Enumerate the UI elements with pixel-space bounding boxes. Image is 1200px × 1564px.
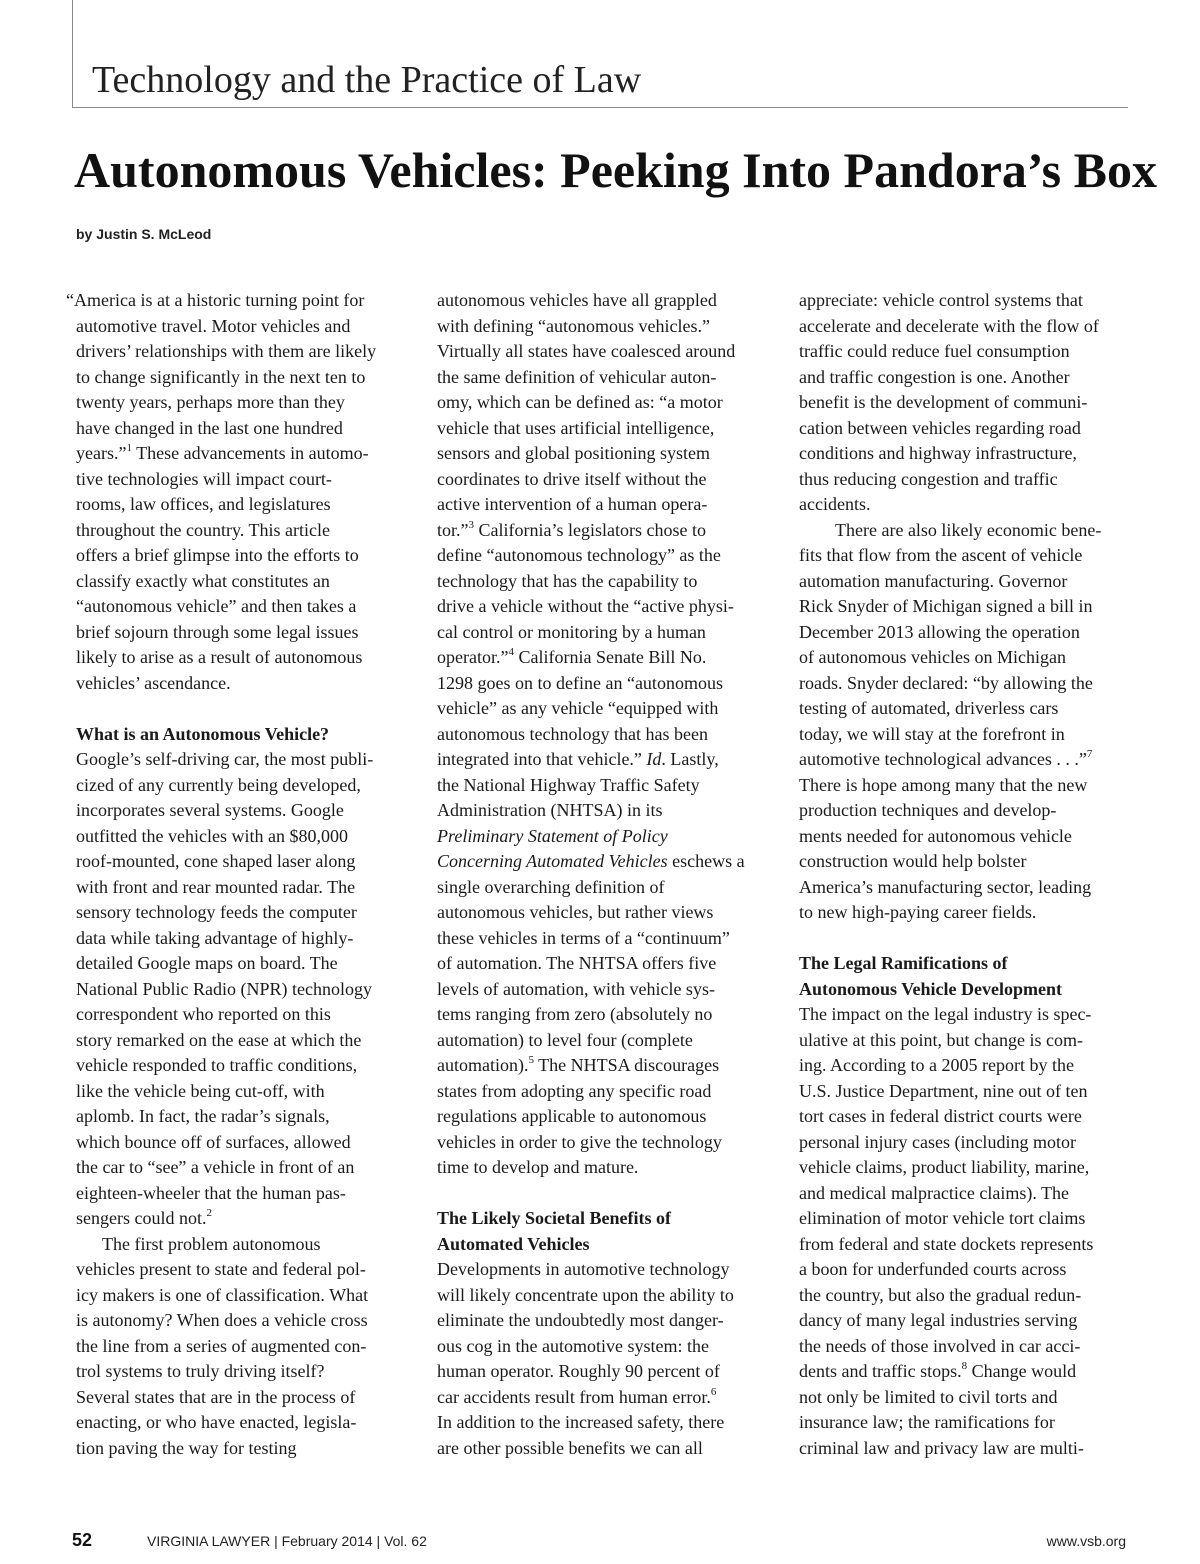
text-line: dents and traffic stops.$^8$ Change would (799, 1360, 1077, 1381)
text-line: of autonomous vehicles on Michigan (799, 647, 1066, 667)
text-line: coordinates to drive itself without the (437, 468, 707, 489)
text-line: from federal and state dockets represents (799, 1233, 1094, 1254)
text-line: There is hope among many that the new (799, 774, 1088, 795)
page-number: 52 (72, 1530, 93, 1550)
text-line: drivers’ relationships with them are likely (76, 341, 377, 361)
text-line: tor.”$^3$ California’s legislators chose to (437, 518, 706, 540)
text-line: the line from a series of augmented con- (76, 1335, 367, 1356)
publication-info: VIRGINIA LAWYER | February 2014 | Vol. 62 (147, 1533, 427, 1549)
text-line: rooms, law offices, and legislatures (76, 494, 331, 514)
text-line: technology that has the capability to (437, 570, 698, 591)
text-line: ments needed for autonomous vehicle (799, 825, 1072, 846)
text-line: Preliminary Statement of Policy (437, 825, 668, 846)
text-line: National Public Radio (NPR) technology (76, 978, 372, 999)
header-horizontal-rule (72, 107, 1128, 108)
text-line: not only be limited to civil torts and (799, 1386, 1058, 1407)
text-line: The first problem autonomous (102, 1233, 321, 1254)
text-line: ing. According to a 2005 report by the (799, 1055, 1074, 1075)
text-line: twenty years, perhaps more than they (76, 392, 345, 412)
header-vertical-rule (72, 0, 73, 108)
text-line: and medical malpractice claims). The (799, 1182, 1070, 1203)
text-line: active intervention of a human opera- (437, 494, 708, 514)
footnote-ref: 3 (468, 518, 474, 531)
text-line: drive a vehicle without the “active physi- (437, 596, 734, 616)
text-line: cal control or monitoring by a human (437, 621, 706, 642)
text-line: automotive travel. Motor vehicles and (76, 315, 351, 336)
text-line: will likely concentrate upon the ability to (437, 1284, 734, 1305)
text-line: conditions and highway infrastructure, (799, 443, 1077, 463)
text-line: America’s manufacturing sector, leading (799, 876, 1092, 897)
footnote-ref: 2 (206, 1207, 212, 1219)
text-line: accidents. (799, 494, 871, 514)
text-line: ous cog in the automotive system: the (437, 1335, 709, 1356)
text-line: December 2013 allowing the operation (799, 621, 1080, 642)
text-line: benefit is the development of communi- (799, 392, 1088, 412)
subheading: Automated Vehicles (437, 1233, 590, 1254)
text-line: outfitted the vehicles with an $80,000 (76, 825, 348, 846)
text-line: states from adopting any specific road (437, 1080, 712, 1101)
subheading: What is an Autonomous Vehicle? (76, 723, 330, 744)
text-line: “autonomous vehicle” and then takes a (76, 596, 357, 616)
text-line: vehicle claims, product liability, marine, (799, 1157, 1090, 1177)
column-1 (66, 288, 406, 1461)
text-line: the National Highway Traffic Safety (437, 774, 700, 795)
article-title: Autonomous Vehicles: Peeking Into Pandora’s Box (74, 142, 1157, 198)
text-line: U.S. Justice Department, nine out of ten (799, 1080, 1088, 1101)
text-line: automotive technological advances . . .”$^7$ (799, 748, 1093, 769)
text-line: define “autonomous technology” as the (437, 545, 721, 565)
text-line: tems ranging from zero (absolutely no (437, 1004, 713, 1024)
text-line: aplomb. In fact, the radar’s signals, (76, 1106, 330, 1126)
text-line: In addition to the increased safety, there (437, 1412, 725, 1432)
text-line: vehicles in order to give the technology (437, 1131, 722, 1152)
text-line: fits that flow from the ascent of vehicle (799, 545, 1083, 565)
text-line: omy, which can be defined as: “a motor (437, 392, 723, 412)
text-line: enacting, or who have enacted, legisla- (76, 1412, 357, 1432)
text-line: integrated into that vehicle.” Id. Lastly, (437, 749, 719, 769)
text-line: roads. Snyder declared: “by allowing the (799, 672, 1093, 693)
footnote-ref: 6 (710, 1385, 717, 1398)
text-line: construction would help bolster (799, 851, 1027, 871)
text-line: automation manufacturing. Governor (799, 570, 1068, 591)
text-line: a boon for underfunded courts across (799, 1259, 1067, 1279)
text-line: story remarked on the ease at which the (76, 1029, 362, 1050)
text-line: eighteen-wheeler that the human pas- (76, 1182, 346, 1203)
column-2 (437, 288, 773, 1461)
text-line: which bounce off of surfaces, allowed (76, 1131, 351, 1152)
text-line: autonomous technology that has been (437, 723, 708, 744)
text-line: vehicles present to state and federal pol- (76, 1259, 366, 1279)
text-line: eliminate the undoubtedly most danger- (437, 1310, 724, 1330)
text-line: Several states that are in the process of (76, 1386, 356, 1407)
text-line: sensory technology feeds the computer (76, 902, 357, 922)
website-link[interactable]: www.vsb.org (1046, 1533, 1126, 1549)
text-line: traffic could reduce fuel consumption (799, 341, 1070, 361)
text-line: autonomous vehicles have all grappled (437, 290, 717, 310)
text-line: tion paving the way for testing (76, 1437, 297, 1458)
text-line: to new high-paying career fields. (799, 902, 1037, 922)
text-line: criminal law and privacy law are multi- (799, 1437, 1084, 1458)
text-line: personal injury cases (including motor (799, 1131, 1076, 1152)
footnote-ref: 5 (528, 1054, 534, 1066)
text-line: detailed Google maps on board. The (76, 953, 338, 973)
text-line: vehicles’ ascendance. (76, 672, 231, 693)
text-line: likely to arise as a result of autonomous (76, 647, 363, 667)
text-line: vehicle responded to traffic conditions, (76, 1055, 358, 1075)
text-line: Concerning Automated Vehicles eschews a (437, 851, 745, 871)
text-line: time to develop and mature. (437, 1157, 639, 1177)
text-line: sensors and global positioning system (437, 443, 710, 463)
column-3 (799, 288, 1139, 1461)
text-line: accelerate and decelerate with the flow of (799, 315, 1099, 336)
text-line: the car to “see” a vehicle in front of an (76, 1157, 355, 1177)
text-line: of automation. The NHTSA offers five (437, 953, 717, 973)
subheading: Autonomous Vehicle Development (799, 978, 1063, 999)
text-line: tort cases in federal district courts were (799, 1106, 1082, 1126)
text-line: insurance law; the ramifications for (799, 1412, 1055, 1432)
text-line: Virtually all states have coalesced around (437, 341, 736, 361)
text-line: these vehicles in terms of a “continuum” (437, 927, 730, 948)
text-line: operator.”$^4$ California Senate Bill No. (437, 646, 707, 667)
text-line: Google’s self-driving car, the most publi- (76, 749, 374, 769)
section-heading: Technology and the Practice of Law (92, 59, 642, 101)
footnote-ref: 8 (961, 1360, 968, 1372)
text-line: throughout the country. This article (76, 519, 330, 540)
text-line: brief sojourn through some legal issues (76, 621, 359, 642)
text-line: the same definition of vehicular auton- (437, 366, 717, 387)
text-line: Administration (NHTSA) in its (437, 800, 663, 820)
text-line: years.”$^1$ These advancements in automo- (76, 442, 369, 463)
text-line: Rick Snyder of Michigan signed a bill in (799, 596, 1093, 616)
text-line: tive technologies will impact court- (76, 468, 332, 489)
text-line: vehicle” as any vehicle “equipped with (437, 698, 719, 718)
text-line: sengers could not.$^2$ (76, 1207, 212, 1228)
footnote-ref: 7 (1086, 748, 1093, 760)
footnote-ref: 4 (508, 646, 514, 658)
text-line: today, we will stay at the forefront in (799, 723, 1065, 744)
text-line: regulations applicable to autonomous (437, 1106, 707, 1126)
text-line: The impact on the legal industry is spec- (799, 1004, 1092, 1024)
text-line: classify exactly what constitutes an (76, 570, 330, 591)
text-line: icy makers is one of classification. What (76, 1284, 369, 1305)
text-line: with front and rear mounted radar. The (76, 876, 356, 897)
text-line: Developments in automotive technology (437, 1259, 730, 1279)
text-line: autonomous vehicles, but rather views (437, 902, 714, 922)
text-line: thus reducing congestion and traffic (799, 468, 1058, 489)
text-line: are other possible benefits we can all (437, 1437, 703, 1458)
text-line: production techniques and develop- (799, 800, 1057, 820)
text-line: elimination of motor vehicle tort claims (799, 1208, 1086, 1228)
text-line: correspondent who reported on this (76, 1004, 331, 1024)
text-line: automation).$^5$ The NHTSA discourages (437, 1054, 720, 1075)
text-line: levels of automation, with vehicle sys- (437, 978, 715, 999)
text-line: the needs of those involved in car acci- (799, 1335, 1081, 1356)
text-line: cation between vehicles regarding road (799, 417, 1081, 438)
subheading: The Likely Societal Benefits of (437, 1208, 671, 1228)
text-line: There are also likely economic bene- (835, 519, 1102, 540)
text-line: “America is at a historic turning point for (66, 290, 365, 310)
text-line: testing of automated, driverless cars (799, 698, 1059, 718)
text-line: human operator. Roughly 90 percent of (437, 1361, 720, 1381)
text-line: cized of any currently being developed, (76, 774, 361, 795)
text-line: automation) to level four (complete (437, 1029, 693, 1050)
text-line: roof-mounted, cone shaped laser along (76, 851, 356, 871)
text-line: vehicle that uses artificial intelligence, (437, 417, 715, 438)
text-line: ulative at this point, but change is com- (799, 1029, 1083, 1050)
text-line: trol systems to truly driving itself? (76, 1361, 325, 1381)
text-line: single overarching definition of (437, 876, 665, 897)
text-line: to change significantly in the next ten to (76, 366, 366, 387)
text-line: incorporates several systems. Google (76, 800, 344, 820)
subheading: The Legal Ramifications of (799, 953, 1008, 973)
byline: by Justin S. McLeod (76, 226, 212, 242)
text-line: with defining “autonomous vehicles.” (437, 315, 710, 336)
text-line: 1298 goes on to define an “autonomous (437, 672, 723, 693)
text-line: dancy of many legal industries serving (799, 1310, 1078, 1330)
text-line: car accidents result from human error.$^6$ (437, 1385, 717, 1407)
text-line: appreciate: vehicle control systems that (799, 290, 1083, 310)
text-line: data while taking advantage of highly- (76, 927, 354, 948)
text-line: is autonomy? When does a vehicle cross (76, 1310, 368, 1330)
footnote-ref: 1 (126, 442, 132, 454)
text-line: offers a brief glimpse into the efforts to (76, 545, 359, 565)
text-line: and traffic congestion is one. Another (799, 366, 1070, 387)
text-line: like the vehicle being cut-off, with (76, 1080, 325, 1101)
text-line: have changed in the last one hundred (76, 417, 343, 438)
text-line: the country, but also the gradual redun- (799, 1284, 1082, 1305)
